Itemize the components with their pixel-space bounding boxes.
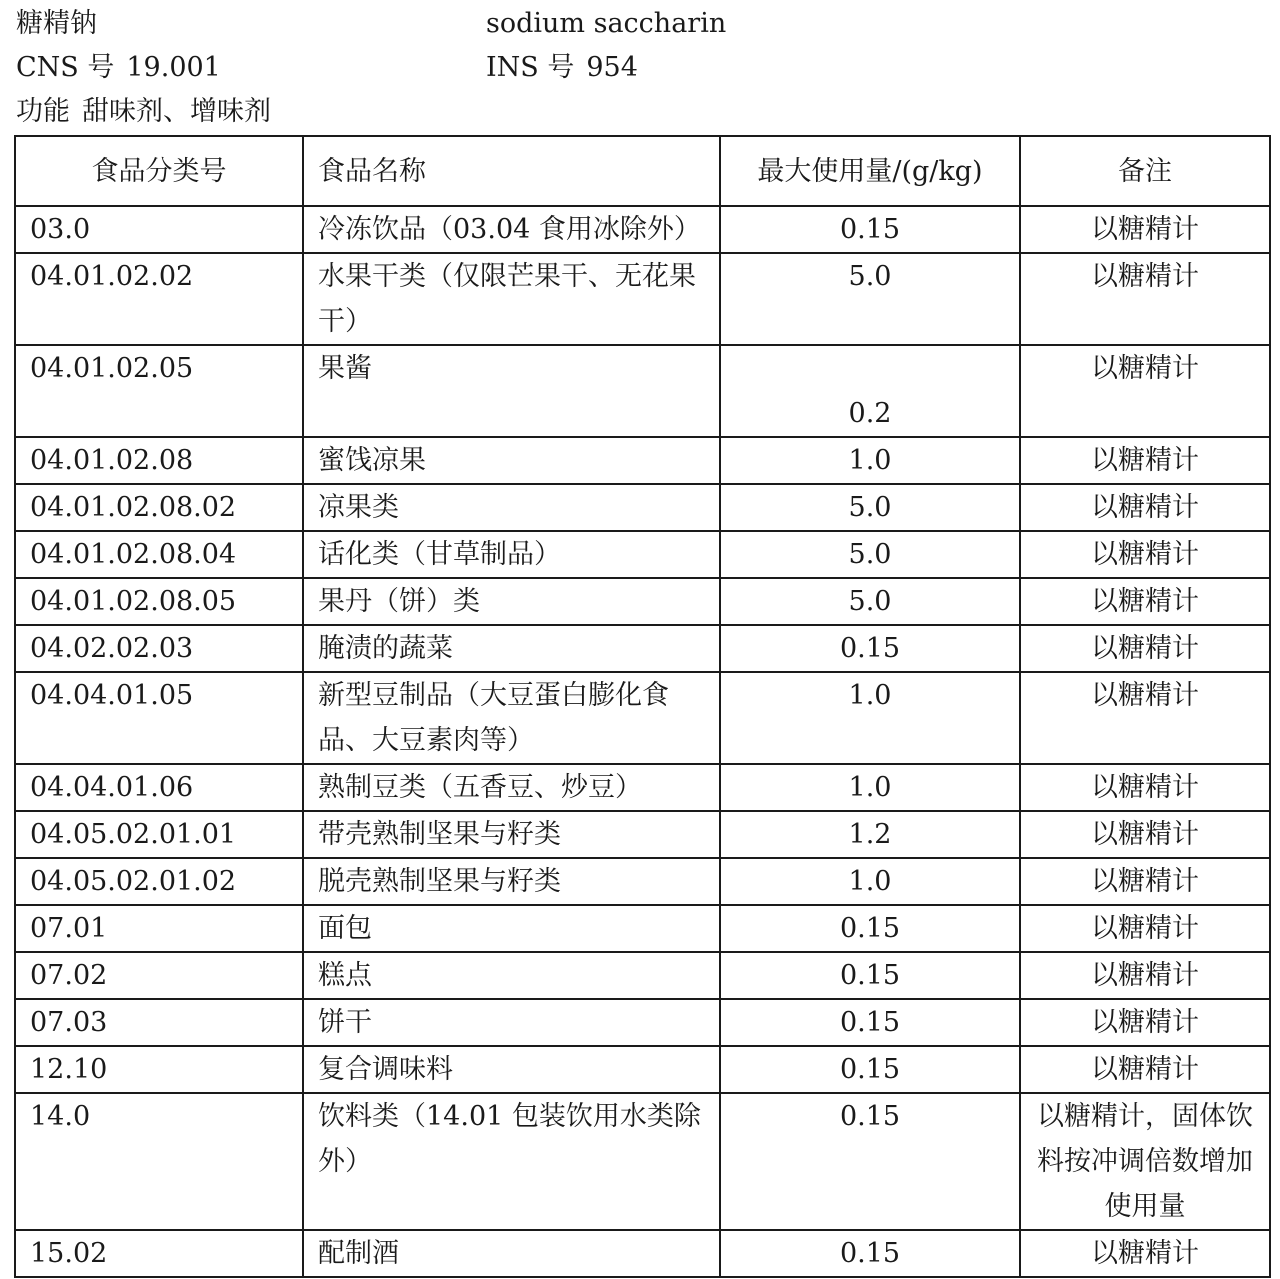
cell-code: 04.05.02.01.02 [15, 858, 303, 905]
cell-note: 以糖精计 [1020, 905, 1270, 952]
cell-max: 5.0 [720, 578, 1020, 625]
cell-max: 0.15 [720, 1230, 1020, 1277]
cell-name: 果酱 [303, 345, 720, 437]
cell-max: 1.0 [720, 437, 1020, 484]
table-row [15, 578, 1270, 625]
ins-value: 954 [586, 52, 638, 83]
cell-max: 5.0 [720, 484, 1020, 531]
cell-note: 以糖精计 [1020, 1230, 1270, 1277]
ins-label: INS 号 [486, 52, 575, 83]
table-row [15, 811, 1270, 858]
table-row [15, 1230, 1270, 1277]
table-row [15, 952, 1270, 999]
table-row [15, 672, 1270, 764]
cell-name: 话化类（甘草制品） [303, 531, 720, 578]
cell-code: 12.10 [15, 1046, 303, 1093]
cell-note: 以糖精计 [1020, 858, 1270, 905]
table-row [15, 1093, 1270, 1230]
header-remarks: 备注 [1020, 136, 1270, 206]
header-max-usage: 最大使用量/(g/kg) [720, 136, 1020, 206]
header-category-code: 食品分类号 [15, 136, 303, 206]
cell-name: 糕点 [303, 952, 720, 999]
cell-name: 饮料类（14.01 包装饮用水类除外） [303, 1093, 720, 1230]
cell-code: 04.01.02.08.02 [15, 484, 303, 531]
cell-name: 蜜饯凉果 [303, 437, 720, 484]
cell-code: 04.01.02.08.04 [15, 531, 303, 578]
cell-name: 配制酒 [303, 1230, 720, 1277]
table-row [15, 625, 1270, 672]
cell-max: 0.15 [720, 999, 1020, 1046]
cell-name: 冷冻饮品（03.04 食用冰除外） [303, 206, 720, 253]
cell-note: 以糖精计 [1020, 764, 1270, 811]
cell-name: 带壳熟制坚果与籽类 [303, 811, 720, 858]
cell-max: 1.0 [720, 858, 1020, 905]
cell-name: 熟制豆类（五香豆、炒豆） [303, 764, 720, 811]
cns-label: CNS 号 [16, 52, 115, 83]
usage-table [14, 135, 1271, 1278]
cell-name: 脱壳熟制坚果与籽类 [303, 858, 720, 905]
cell-name: 腌渍的蔬菜 [303, 625, 720, 672]
additive-name-en: sodium saccharin [486, 8, 727, 39]
table-row [15, 206, 1270, 253]
cell-note: 以糖精计 [1020, 206, 1270, 253]
cell-note: 以糖精计 [1020, 253, 1270, 345]
ins-number [486, 46, 638, 90]
cell-max: 0.15 [720, 905, 1020, 952]
additive-name-cn: 糖精钠 [16, 8, 97, 39]
cell-name: 凉果类 [303, 484, 720, 531]
cell-max: 1.0 [720, 672, 1020, 764]
cell-note: 以糖精计 [1020, 531, 1270, 578]
cell-name: 新型豆制品（大豆蛋白膨化食品、大豆素肉等） [303, 672, 720, 764]
cell-max: 1.0 [720, 764, 1020, 811]
cell-name: 面包 [303, 905, 720, 952]
cell-max: 0.15 [720, 952, 1020, 999]
cell-code: 04.01.02.02 [15, 253, 303, 345]
cell-code: 04.01.02.08 [15, 437, 303, 484]
cell-note: 以糖精计 [1020, 625, 1270, 672]
cell-code: 04.04.01.06 [15, 764, 303, 811]
table-row [15, 345, 1270, 437]
cell-max: 0.15 [720, 1093, 1020, 1230]
header-food-name: 食品名称 [303, 136, 720, 206]
cell-max: 0.15 [720, 1046, 1020, 1093]
cell-name: 复合调味料 [303, 1046, 720, 1093]
table-header-row [15, 136, 1270, 206]
table-row [15, 253, 1270, 345]
cell-note: 以糖精计 [1020, 578, 1270, 625]
cell-name: 饼干 [303, 999, 720, 1046]
cell-max: 0.15 [720, 625, 1020, 672]
cell-note: 以糖精计 [1020, 437, 1270, 484]
cns-number [16, 46, 221, 90]
cell-note: 以糖精计 [1020, 1046, 1270, 1093]
cell-max: 0.2 [720, 345, 1020, 437]
cell-name: 水果干类（仅限芒果干、无花果干） [303, 253, 720, 345]
cell-note: 以糖精计 [1020, 484, 1270, 531]
table-row [15, 999, 1270, 1046]
table-row [15, 905, 1270, 952]
table-row [15, 484, 1270, 531]
table-row [15, 1046, 1270, 1093]
table-row [15, 437, 1270, 484]
table-row [15, 531, 1270, 578]
cell-code: 04.02.02.03 [15, 625, 303, 672]
cell-name: 果丹（饼）类 [303, 578, 720, 625]
cell-note: 以糖精计 [1020, 952, 1270, 999]
cell-max: 5.0 [720, 253, 1020, 345]
cell-code: 04.01.02.08.05 [15, 578, 303, 625]
table-row [15, 764, 1270, 811]
cell-code: 04.01.02.05 [15, 345, 303, 437]
cell-max: 0.15 [720, 206, 1020, 253]
cell-code: 04.05.02.01.01 [15, 811, 303, 858]
cell-code: 07.02 [15, 952, 303, 999]
cell-code: 14.0 [15, 1093, 303, 1230]
table-row [15, 858, 1270, 905]
function-line [16, 90, 271, 134]
cell-note: 以糖精计 [1020, 345, 1270, 437]
cell-note: 以糖精计 [1020, 999, 1270, 1046]
cell-note: 以糖精计 [1020, 672, 1270, 764]
cell-code: 04.04.01.05 [15, 672, 303, 764]
cell-max: 5.0 [720, 531, 1020, 578]
cell-code: 03.0 [15, 206, 303, 253]
cell-code: 15.02 [15, 1230, 303, 1277]
cns-value: 19.001 [126, 52, 221, 83]
cell-note: 以糖精计 [1020, 811, 1270, 858]
function-label: 功能 [16, 96, 70, 127]
cell-code: 07.03 [15, 999, 303, 1046]
cell-note: 以糖精计，固体饮料按冲调倍数增加使用量 [1020, 1093, 1270, 1230]
function-value: 甜味剂、增味剂 [82, 96, 271, 127]
cell-code: 07.01 [15, 905, 303, 952]
cell-max: 1.2 [720, 811, 1020, 858]
